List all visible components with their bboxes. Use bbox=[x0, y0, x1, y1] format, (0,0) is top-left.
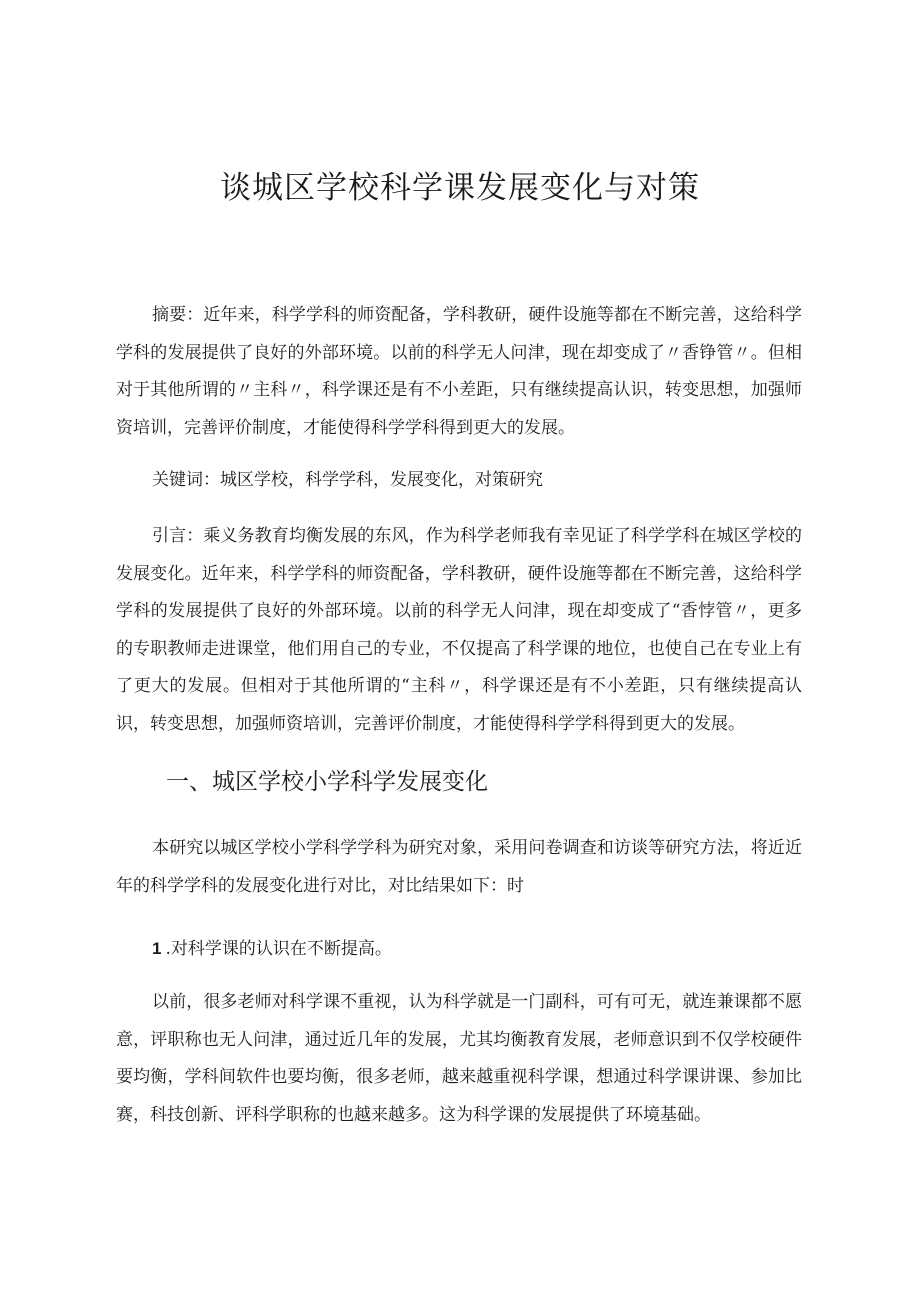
section-heading: 一、城区学校小学科学发展变化 bbox=[166, 769, 488, 795]
list-item-text: .对科学课的认识在不断提高。 bbox=[165, 939, 392, 959]
item-paragraph: 以前，很多老师对科学课不重视，认为科学就是一门副科，可有可无，就连兼课都不愿意，评职称也无人问津，通过近几年的发展，尤其均衡教育发展，老师意识到不仅学校硬件要均衡，学科间软件也要均衡，很多老师，越来越重视科学课，想通过科学课讲课、参加比赛，科技创新、评科学职称的也越来越多。这为科学课的发展提供了环境基础。 bbox=[116, 992, 802, 1125]
keywords-paragraph: 关键词：城区学校，科学学科，发展变化，对策研究 bbox=[152, 470, 543, 490]
section-paragraph: 本研究以城区学校小学科学学科为研究对象，采用问卷调查和访谈等研究方法，将近近年的科学学科的发展变化进行对比，对比结果如下：时 bbox=[116, 838, 802, 896]
intro-paragraph: 引言：乘义务教育均衡发展的东风，作为科学老师我有幸见证了科学学科在城区学校的发展变化。近年来，科学学科的师资配备，学科教研，硬件设施等都在不断完善，这给科学学科的发展提供了良好的外部环境。以前的科学无人问津，现在却变成了“香悖管〃，更多的专职教师走进课堂，他们用自己的专业，不仅提高了科学课的地位，也使自己在专业上有了更大的发展。但相对于其他所谓的“主科〃，科学课还是有不小差距，只有继续提高认识，转变思想，加强师资培训，完善评价制度，才能使得科学学科得到更大的发展。 bbox=[116, 526, 802, 734]
abstract-paragraph: 摘要：近年来，科学学科的师资配备，学科教研，硬件设施等都在不断完善，这给科学学科的发展提供了良好的外部环境。以前的科学无人问津，现在却变成了〃香铮管〃。但相对于其他所谓的〃主科〃，科学课还是有不小差距，只有继续提高认识，转变思想，加强师资培训，完善评价制度，才能使得科学学科得到更大的发展。 bbox=[116, 305, 802, 438]
document-title: 谈城区学校科学课发展变化与对策 bbox=[220, 170, 700, 206]
list-item-heading bbox=[152, 930, 392, 968]
list-item-number: 1 bbox=[152, 939, 162, 958]
